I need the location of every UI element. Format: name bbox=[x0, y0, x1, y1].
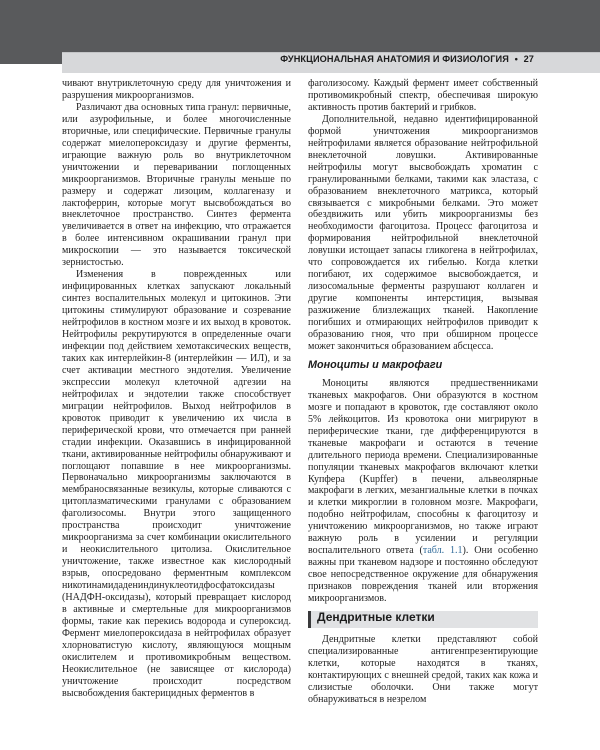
right-column bbox=[308, 78, 538, 706]
bullet-separator: • bbox=[514, 54, 518, 64]
section-heading-text: Дендритные клетки bbox=[317, 609, 435, 624]
left-column bbox=[62, 78, 291, 700]
paragraph-text: ). Они особенно важны при тканевом надзоре и постоянно обследуют свое непосредственное окружение для обнаружения признаков повреждения тканей или вторжения микроорганизмов. bbox=[308, 545, 538, 605]
paragraph: Дендритные клетки представляют собой специализированные антигенпрезентирующие клетки, которые находятся в тканях, контактирующих с внешней средой, таких как кожа и слизистые оболочки. Они также могут обнаруживаться в незрелом bbox=[308, 633, 538, 705]
running-title: ФУНКЦИОНАЛЬНАЯ АНАТОМИЯ И ФИЗИОЛОГИЯ bbox=[280, 54, 509, 64]
paragraph bbox=[308, 378, 538, 605]
paragraph: Дополнительной, недавно идентифицированной формой уничтожения микроорганизмов нейтрофилами является образование нейтрофильной внеклеточной ловушки. Активированные нейтрофилы могут высвобождать хроматин с гранулированными белками, такими как эластаза, с образованием внеклеточного матрикса, который связывается с микробными белками. Это может обездвижить или убить микроорганизмы без необходимости фагоцитоза. Процесс фагоцитоза и формирования нейтрофильной внеклеточной ловушки истощает запасы гликогена в нейтрофилах, что сопровождается их гибелью. Когда клетки погибают, их содержимое высвобождается, и лизосомальные ферменты разрушают коллаген и другие компоненты интерстиция, вызывая разжижение близлежащих тканей. Накопление погибших и отмирающих нейтрофилов приводит к образованию гноя, что при обширном процессе может закончиться образованием абсцесса. bbox=[308, 113, 538, 352]
paragraph: чивают внутриклеточную среду для уничтожения и разрушения микроорганизмов. bbox=[62, 78, 291, 101]
table-reference-link[interactable]: табл. 1.1 bbox=[422, 545, 463, 557]
paragraph: Изменения в поврежденных или инфицированных клетках запускают локальный синтез воспалительных молекул и цитокинов. Эти цитокины стимулируют образование и созревание нейтрофилов в костном мозге и их выход в кровоток. Нейтрофилы рекрутируются в определенные очаги инфекции под действием хемотаксических веществ, таких как интерлейкин-8 (интерлейкин — ИЛ), и за счет активации местного эндотелия. Увеличение экспрессии молекул клеточной адгезии на нейтрофилах и эндотелии также способствует миграции нейтрофилов. Выход нейтрофилов в кровоток приводит к увеличению их числа в периферической крови, что отмечается при ранней стадии инфекции. Оказавшись в инфицированной ткани, активированные нейтрофилы обнаруживают и поглощают попавшие в нее микроорганизмы. Первоначально микроорганизмы заключаются в мембраносвязанные везикулы, которые сливаются с цитоплазматическими гранулами с образованием фаголизосомы. Внутри этого защищенного пространства происходит уничтожение микроорганизма за счет комбинации окислительного и неокислительного цитолиза. Окислительное уничтожение, также известное как кислородный взрыв, опосредовано ферментным комплексом никотинамидадениндинуклеотидфосфатоксидазы (НАДФН-оксидазы), который превращает кислород в активные и смертельные для микроорганизмов формы, такие как перекись водорода и супероксид. Фермент миелопероксидаза в нейтрофилах образует хлорноватистую кислоту, являющуюся мощным окислителем и противомикробным веществом. Неокислительное (не зависящее от кислорода) уничтожение происходит посредством высвобождения бактерицидных ферментов в bbox=[62, 269, 291, 699]
paragraph: Различают два основных типа гранул: первичные, или азурофильные, и более многочисленные вторичные, или специфические. Первичные гранулы содержат миелопероксидазу и другие ферменты, играющие важную роль во внутриклеточном уничтожении и переваривании поглощенных микроорганизмов. Вторичные гранулы меньше по размеру и содержат лизоцим, коллагеназу и лактоферрин, которые могут высвобождаться во внеклеточное пространство. Синтез фермента увеличивается в ответ на инфекцию, что отражается в более интенсивном окрашивании гранул при микроскопии — это называется токсической зернистостью. bbox=[62, 101, 291, 269]
paragraph: фаголизосому. Каждый фермент имеет собственный противомикробный спектр, обеспечивая широкую активность против бактерий и грибков. bbox=[308, 78, 538, 113]
paragraph-text: Моноциты являются предшественниками тканевых макрофагов. Они образуются в костном мозге и попадают в кровоток, где составляют около 5% лейкоцитов. Из кровотока они мигрируют в периферические ткани, где дифференцируются в тканевые макрофаги и остаются в течение длительного периода времени. Специализированные популяции тканевых макрофагов включают клетки Купфера (Kupffer) в печени, альвеолярные макрофаги в легких, мезангиальные клетки в почках и клетки микроглии в головном мозге. Макрофаги, подобно нейтрофилам, способны к фагоцитозу и уничтожению микроорганизмов, но также играют важную роль в усилении и регуляции воспалительного ответа ( bbox=[308, 377, 538, 557]
page-number: 27 bbox=[523, 54, 534, 64]
subheading-monocytes: Моноциты и макрофаги bbox=[308, 358, 443, 371]
section-heading-dendritic bbox=[308, 611, 538, 628]
running-header bbox=[280, 54, 534, 64]
